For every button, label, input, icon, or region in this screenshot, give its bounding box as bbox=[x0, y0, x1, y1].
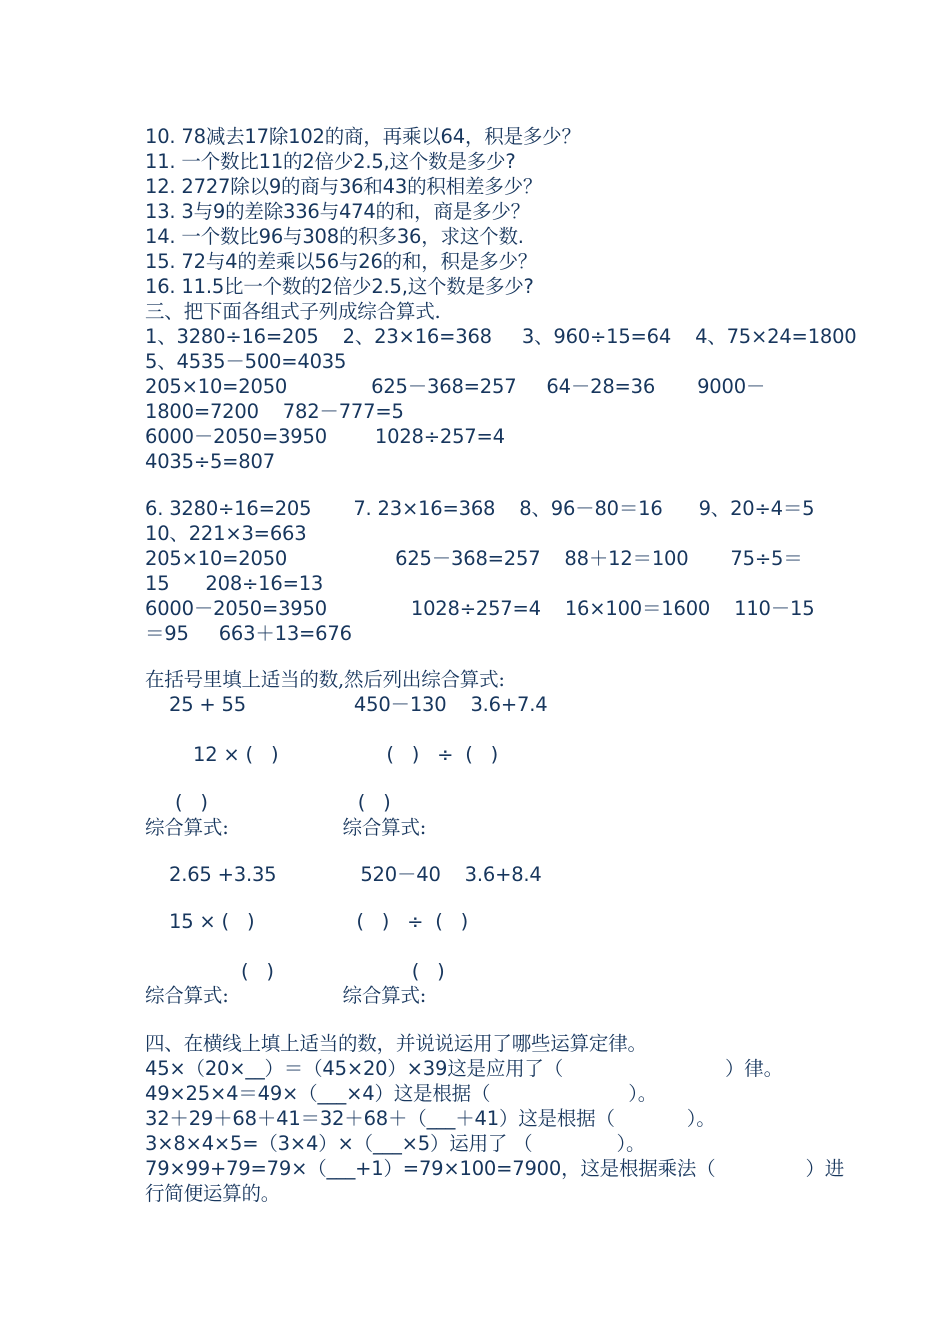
group1-line: 205×10=2050 625－368=257 64－28=36 9000－ bbox=[145, 375, 766, 398]
group2-line: 10、221×3=663 bbox=[145, 522, 307, 545]
problem-13: 13. 3与9的差除336与474的和，商是多少？ bbox=[145, 200, 530, 223]
problem-16: 16. 11.5比一个数的2倍少2.5,这个数是多少? bbox=[145, 275, 534, 298]
section3-heading: 三、把下面各组式子列成综合算式. bbox=[145, 300, 441, 323]
section4-line: 32＋29＋68＋41＝32＋68＋（___＋41）这是根据（ ）。 bbox=[145, 1107, 716, 1130]
section4-heading: 四、在横线上填上适当的数，并说说运用了哪些运算定律。 bbox=[145, 1032, 647, 1055]
group2-line: 205×10=2050 625－368=257 88＋12＝100 75÷5＝ bbox=[145, 547, 803, 570]
group2-line: 15 208÷16=13 bbox=[145, 572, 324, 595]
group2-line: ＝95 663＋13=676 bbox=[145, 622, 352, 645]
group1-line: 5、4535－500=4035 bbox=[145, 350, 347, 373]
fill-op-row: 15 × ( ) ( ) ÷ ( ) bbox=[145, 910, 469, 933]
fill-op-row: 12 × ( ) ( ) ÷ ( ) bbox=[145, 743, 499, 766]
fill-paren-row: ( ) ( ) bbox=[145, 791, 391, 814]
problem-15: 15. 72与4的差乘以56与26的和，积是多少？ bbox=[145, 250, 538, 273]
group1-line: 6000－2050=3950 1028÷257=4 bbox=[145, 425, 505, 448]
problem-12: 12. 2727除以9的商与36和43的积相差多少？ bbox=[145, 175, 543, 198]
group1-line: 1800=7200 782－777=5 bbox=[145, 400, 404, 423]
fill-expr-row: 25 + 55 450－130 3.6+7.4 bbox=[145, 693, 548, 716]
fill-paren-row: ( ) ( ) bbox=[145, 960, 445, 983]
problem-14: 14. 一个数比96与308的积多36，求这个数. bbox=[145, 225, 524, 248]
group1-line: 1、3280÷16=205 2、23×16=368 3、960÷15=64 4、75×24=1800 bbox=[145, 325, 857, 348]
problem-10: 10. 78减去17除102的商，再乘以64，积是多少？ bbox=[145, 125, 581, 148]
problem-11: 11. 一个数比11的2倍少2.5,这个数是多少? bbox=[145, 150, 516, 173]
section4-line: 79×99+79=79×（___+1）=79×100=7900，这是根据乘法（ ）进 bbox=[145, 1157, 845, 1180]
section4-line: 行简便运算的。 bbox=[145, 1182, 281, 1205]
fill-intro: 在括号里填上适当的数,然后列出综合算式: bbox=[145, 668, 505, 691]
section4-line: 3×8×4×5=（3×4）×（___×5）运用了 （ ）。 bbox=[145, 1132, 646, 1155]
section4-line: 45×（20×__）＝（45×20）×39这是应用了（ ）律。 bbox=[145, 1057, 783, 1080]
group1-line: 4035÷5=807 bbox=[145, 450, 275, 473]
group2-line: 6000－2050=3950 1028÷257=4 16×100＝1600 110－15 bbox=[145, 597, 815, 620]
fill-label-row: 综合算式: 综合算式: bbox=[145, 984, 427, 1007]
fill-expr-row: 2.65 +3.35 520－40 3.6+8.4 bbox=[145, 863, 542, 886]
section4-line: 49×25×4＝49×（___×4）这是根据（ ）。 bbox=[145, 1082, 658, 1105]
group2-line: 6. 3280÷16=205 7. 23×16=368 8、96－80＝16 9、20÷4＝5 bbox=[145, 497, 815, 520]
fill-label-row: 综合算式: 综合算式: bbox=[145, 816, 427, 839]
